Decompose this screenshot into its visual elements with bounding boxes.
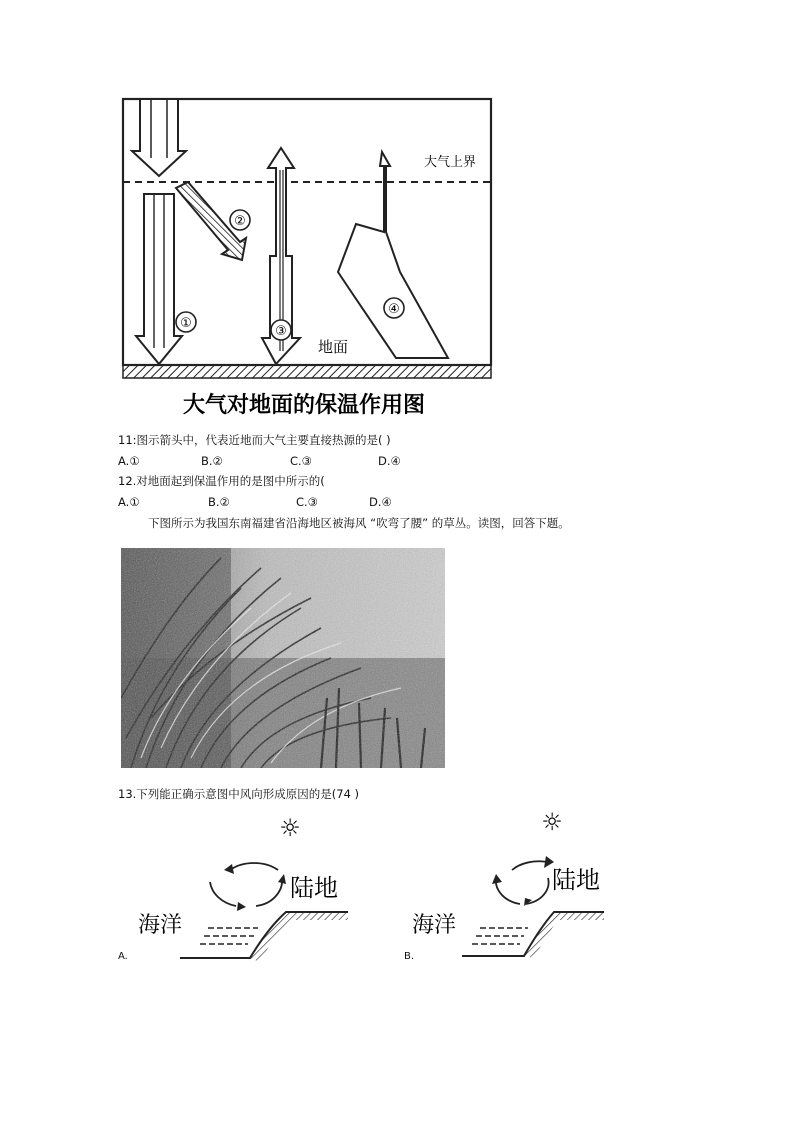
circulation-arc-right <box>256 878 282 906</box>
sea-label-a: 海洋 <box>138 913 183 938</box>
insulation-diagram <box>118 96 498 426</box>
reading-intro: 下图所示为我国东南福建省沿海地区被海风 “吹弯了腰” 的草丛。读图，回答下题。 <box>148 516 570 530</box>
sea-waves-b <box>472 928 528 944</box>
insulation-diagram-svg <box>118 96 498 426</box>
ground-hatch <box>123 365 491 378</box>
circulation-arc-left <box>210 882 236 906</box>
q11-option-b: B.② <box>201 454 223 468</box>
q12-option-d: D.④ <box>369 495 392 509</box>
q12-option-a: A.① <box>118 495 140 509</box>
diagram-a-option-label: A. <box>118 951 128 962</box>
svg-text:③: ③ <box>275 324 287 339</box>
sun-icon: ☼ <box>279 814 301 842</box>
sea-breeze-diagram-a <box>118 808 368 968</box>
diagram-a-svg <box>118 808 368 968</box>
grass-photo <box>121 548 445 768</box>
sun-icon: ☼ <box>541 808 563 836</box>
q12-option-b: B.② <box>208 495 230 509</box>
circulation-arc-top <box>230 863 278 870</box>
ground-label: 地面 <box>318 338 349 356</box>
sea-waves-a <box>200 928 258 944</box>
svg-text:②: ② <box>234 214 246 229</box>
q11-option-a: A.① <box>118 454 140 468</box>
figure-caption: 大气对地面的保温作用图 <box>182 393 426 418</box>
circulation-arc-top-b <box>512 861 548 870</box>
q11-option-d: D.④ <box>378 454 401 468</box>
land-label-a: 陆地 <box>290 874 338 902</box>
marker-1 <box>176 312 196 332</box>
question-13-stem: 13.下列能正确示意图中风向形成原因的是(74 ) <box>118 787 360 801</box>
sea-label-b: 海洋 <box>412 913 457 938</box>
svg-text:①: ① <box>180 316 192 331</box>
marker-4 <box>384 298 404 318</box>
diagram-b-option-label: B. <box>404 951 415 962</box>
question-11-stem: 11:图示箭头中，代表近地而大气主要直接热源的是( ) <box>118 433 391 447</box>
top-of-atmosphere-label: 大气上界 <box>424 155 477 170</box>
sea-breeze-diagram-b <box>404 800 634 960</box>
question-12-stem: 12.对地面起到保温作用的是图中所示的( <box>118 474 325 488</box>
grass-photo-svg <box>121 548 445 768</box>
land-label-b: 陆地 <box>552 866 600 894</box>
marker-3 <box>271 320 291 340</box>
marker-2 <box>230 210 250 230</box>
svg-text:④: ④ <box>388 302 400 317</box>
diagram-b-svg <box>404 800 634 960</box>
q12-option-c: C.③ <box>296 495 318 509</box>
q11-option-c: C.③ <box>290 454 312 468</box>
